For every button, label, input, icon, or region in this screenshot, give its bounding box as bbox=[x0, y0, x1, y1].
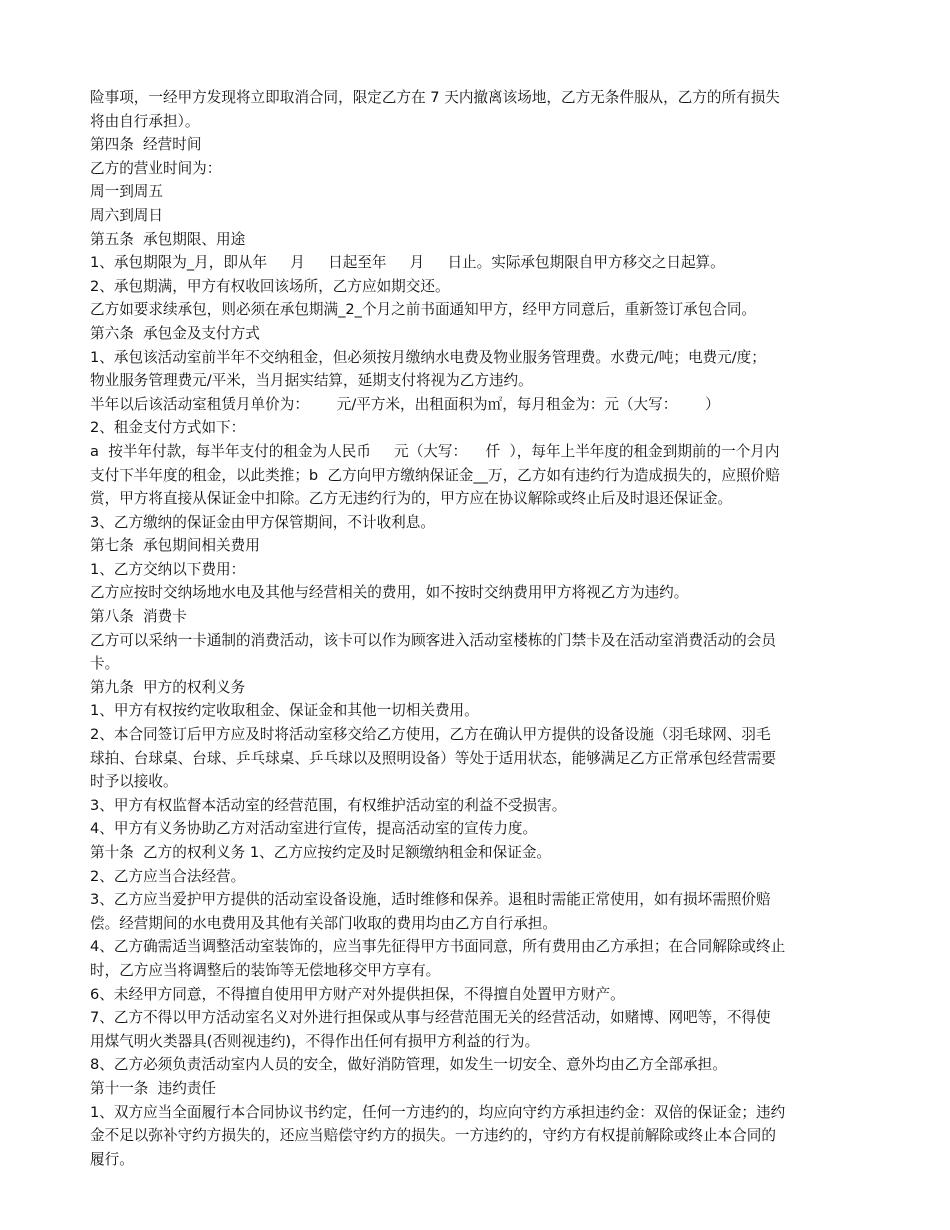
text-line: 1、乙方交纳以下费用： bbox=[90, 560, 246, 578]
text-line: 7、乙方不得以甲方活动室名义对外进行担保或从事与经营范围无关的经营活动，如赌博、网吧等，不得使 bbox=[90, 1009, 771, 1027]
text-line: 将由自行承担）。 bbox=[90, 112, 200, 130]
text-line: 球拍、台球桌、台球、乒乓球桌、乒乓球以及照明设备）等处于适用状态，能够满足乙方正常承包经营需要 bbox=[90, 749, 776, 767]
text-line: 周一到周五 bbox=[90, 183, 163, 201]
section-heading: 第九条 甲方的权利义务 bbox=[90, 678, 246, 696]
text-line: 周六到周日 bbox=[90, 206, 163, 224]
text-line: 3、乙方缴纳的保证金由甲方保管期间，不计收利息。 bbox=[90, 513, 435, 531]
text-line: 物业服务管理费元/平米，当月据实结算，延期支付将视为乙方违约。 bbox=[90, 372, 533, 390]
section-heading: 第六条 承包金及支付方式 bbox=[90, 324, 260, 342]
text-line: 4、乙方确需适当调整活动室装饰的，应当事先征得甲方书面同意，所有费用由乙方承担；在合同解除或终止 bbox=[90, 938, 786, 956]
text-line: 用煤气明火类器具(否则视违约)，不得作出任何有损甲方利益的行为。 bbox=[90, 1032, 540, 1050]
section-heading: 第十一条 违约责任 bbox=[90, 1079, 217, 1097]
text-line: 乙方应按时交纳场地水电及其他与经营相关的费用，如不按时交纳费用甲方将视乙方为违约。 bbox=[90, 584, 689, 602]
section-heading: 第五条 承包期限、用途 bbox=[90, 230, 246, 248]
text-line: 险事项，一经甲方发现将立即取消合同，限定乙方在 7 天内撤离该场地，乙方无条件服从，乙方的所有损失 bbox=[90, 89, 780, 106]
text-line: 时予以接收。 bbox=[90, 773, 178, 791]
text-line: 1、承包该活动室前半年不交纳租金，但必须按月缴纳水电费及物业服务管理费。水费元/吨；电费元/度； bbox=[90, 348, 766, 366]
text-line: a 按半年付款，每半年支付的租金为人民币 元（大写： 仟 ），每年上半年度的租金到期前的一个月内 bbox=[90, 442, 780, 460]
text-line: 4、甲方有义务协助乙方对活动室进行宣传，提高活动室的宣传力度。 bbox=[90, 820, 538, 838]
text-line: 金不足以弥补守约方损失的，还应当赔偿守约方的损失。一方违约的，守约方有权提前解除或终止本合同的 bbox=[90, 1127, 776, 1145]
text-line: 1、双方应当全面履行本合同协议书约定，任何一方违约的，均应向守约方承担违约金：双倍的保证金；违约 bbox=[90, 1103, 786, 1121]
section-heading: 第八条 消费卡 bbox=[90, 608, 187, 626]
text-line: 3、甲方有权监督本活动室的经营范围，有权维护活动室的利益不受损害。 bbox=[90, 796, 567, 814]
text-line: 6、未经甲方同意，不得擅自使用甲方财产对外提供担保，不得擅自处置甲方财产。 bbox=[90, 985, 625, 1003]
text-line: 8、乙方必须负责活动室内人员的安全，做好消防管理，如发生一切安全、意外均由乙方全部承担。 bbox=[90, 1056, 727, 1074]
text-line: 履行。 bbox=[90, 1150, 134, 1168]
text-line: 3、乙方应当爱护甲方提供的活动室设备设施，适时维修和保养。退租时需能正常使用，如有损坏需照价赔 bbox=[90, 891, 771, 909]
text-line: 乙方可以采纳一卡通制的消费活动，该卡可以作为顾客进入活动室楼栋的门禁卡及在活动室消费活动的会员 bbox=[90, 631, 776, 649]
text-line: 2、承包期满，甲方有权收回该场所，乙方应如期交还。 bbox=[90, 277, 450, 295]
text-line: 支付下半年度的租金，以此类推；b 乙方向甲方缴纳保证金__万，乙方如有违约行为造成损失的，应照价赔 bbox=[90, 466, 780, 484]
text-line: 1、甲方有权按约定收取租金、保证金和其他一切相关费用。 bbox=[90, 702, 479, 720]
text-line: 2、租金支付方式如下： bbox=[90, 419, 246, 437]
text-line: 卡。 bbox=[90, 655, 120, 673]
section-heading: 第四条 经营时间 bbox=[90, 136, 202, 154]
text-line: 赏，甲方将直接从保证金中扣除。乙方无违约行为的，甲方应在协议解除或终止后及时退还保证金。 bbox=[90, 490, 733, 508]
section-heading: 第十条 乙方的权利义务 1、乙方应按约定及时足额缴纳租金和保证金。 bbox=[90, 844, 552, 861]
text-line: 半年以后该活动室租赁月单价为： 元/平方米，出租面积为㎡，每月租金为：元（大写： ） bbox=[90, 395, 720, 413]
text-line: 乙方的营业时间为： bbox=[90, 159, 222, 177]
text-line: 乙方如要求续承包，则必须在承包期满_2_个月之前书面通知甲方，经甲方同意后，重新签订承包合同。 bbox=[90, 301, 757, 319]
text-line: 2、本合同签订后甲方应及时将活动室移交给乙方使用，乙方在确认甲方提供的设备设施（羽毛球网、羽毛 bbox=[90, 726, 771, 744]
text-line: 时，乙方应当将调整后的装饰等无偿地移交甲方享有。 bbox=[90, 961, 441, 979]
section-heading: 第七条 承包期间相关费用 bbox=[90, 537, 260, 555]
text-line: 偿。经营期间的水电费用及其他有关部门收取的费用均由乙方自行承担。 bbox=[90, 914, 558, 932]
text-line: 1、承包期限为_月，即从年 月 日起至年 月 日止。实际承包期限自甲方移交之日起算。 bbox=[90, 254, 725, 272]
text-line: 2、乙方应当合法经营。 bbox=[90, 867, 246, 885]
